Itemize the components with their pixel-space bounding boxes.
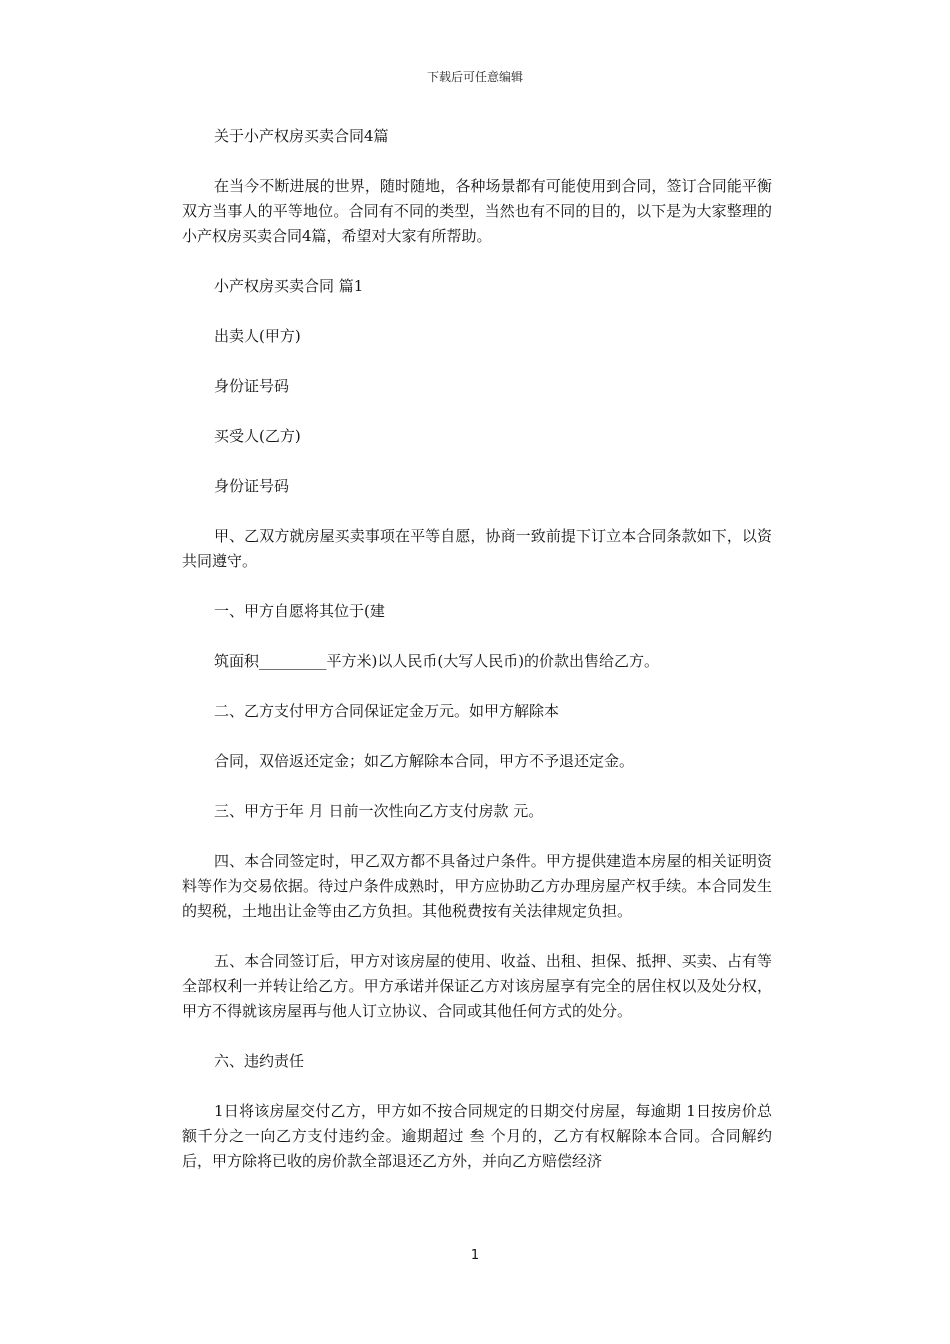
clause-1-part-1: 一、甲方自愿将其位于(建 <box>214 602 385 620</box>
intro-paragraph: 在当今不断进展的世界，随时随地，各种场景都有可能使用到合同，签订合同能平衡双方当事人的平等地位。合同有不同的类型，当然也有不同的目的，以下是为大家整理的小产权房买卖合同4篇，希望对大家有所帮助。 <box>182 177 772 245</box>
clause-1-part-2: 筑面积_________平方米)以人民币(大写人民币)的价款出售给乙方。 <box>214 652 660 670</box>
seller-id-line: 身份证号码 <box>214 377 290 395</box>
preamble-paragraph: 甲、乙双方就房屋买卖事项在平等自愿，协商一致前提下订立本合同条款如下，以资共同遵守。 <box>182 527 772 570</box>
clause-2-part-1: 二、乙方支付甲方合同保证定金万元。如甲方解除本 <box>214 702 560 720</box>
clause-3: 三、甲方于年 月 日前一次性向乙方支付房款 元。 <box>214 802 544 820</box>
clause-6-heading: 六、违约责任 <box>214 1052 305 1070</box>
clause-2-part-2: 合同，双倍返还定金；如乙方解除本合同，甲方不予退还定金。 <box>214 752 635 770</box>
document-title: 关于小产权房买卖合同4篇 <box>214 127 389 145</box>
clause-5: 五、本合同签订后，甲方对该房屋的使用、收益、出租、担保、抵押、买卖、占有等全部权利一并转让给乙方。甲方承诺并保证乙方对该房屋享有完全的居住权以及处分权，甲方不得就该房屋再与他人订立协议、合同或其他任何方式的处分。 <box>182 952 772 1020</box>
page-number: 1 <box>470 1248 480 1263</box>
document-body <box>182 124 772 1199</box>
section-heading: 小产权房买卖合同 篇1 <box>214 277 364 295</box>
buyer-line: 买受人(乙方) <box>214 427 301 445</box>
page-header: 下载后可任意编辑 <box>426 70 523 84</box>
clause-4: 四、本合同签定时，甲乙双方都不具备过户条件。甲方提供建造本房屋的相关证明资料等作为交易依据。待过户条件成熟时，甲方应协助乙方办理房屋产权手续。本合同发生的契税，土地出让金等由乙方负担。其他税费按有关法律规定负担。 <box>182 852 772 920</box>
buyer-id-line: 身份证号码 <box>214 477 290 495</box>
clause-6-body: 1日将该房屋交付乙方，甲方如不按合同规定的日期交付房屋，每逾期 1日按房价总额千分之一向乙方支付违约金。逾期超过 叁 个月的，乙方有权解除本合同。合同解约后，甲方除将已收的房价款全部退还乙方外，并向乙方赔偿经济 <box>182 1102 772 1170</box>
seller-line: 出卖人(甲方) <box>214 327 301 345</box>
